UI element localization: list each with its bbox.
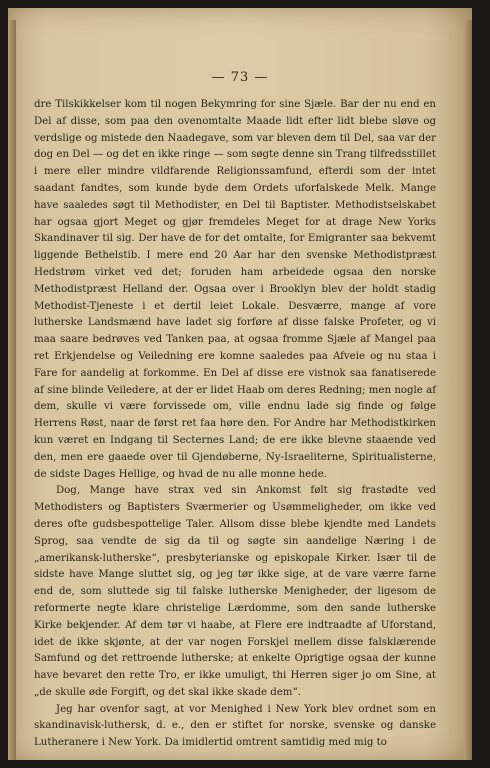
page-number: — 73 —	[211, 70, 269, 85]
paragraph-2: Dog, Mange have strax ved sin Ankomst følt sig frastødte ved Methodisters og Baptisters Sværmerier og Usømmeligheder, om ikke ved deres ofte gudsbespottelige Taler. Allsom disse blebe kjendte med Landets Sprog, saa vendte de sig da til og søgte sin aandelige Næring i de „amerikansk-lutherske“, presbyterianske og episkopale Kirker. Især til de sidste have Mange sluttet sig, og jeg tør ikke sige, at de vare værre farne end de, som sluttede sig til falske lutherske Menigheder, der ligesom de reformerte negte klare christelige Lærdomme, som den sande lutherske Kirke bekjender. Af dem tør vi haabe, at Flere ere indtraadte af Uforstand, idet de ikke skjønte, at der var nogen Forskjel mellem disse falsklærende Samfund og det rettroende lutherske; at enkelte Oprigtige ogsaa der kunne have bevaret den rette Tro, er ikke umuligt, thi Herren siger jo om Sine, at „de skulle øde Forgift, og det skal ikke skade dem“.	[34, 485, 436, 698]
page-left-edge	[8, 20, 16, 760]
book-page	[8, 8, 472, 760]
body-text	[34, 97, 436, 752]
paragraph-1: dre Tilskikkelser kom til nogen Bekymring for sine Sjæle. Bar der nu end en Del af disse, som paa den ovenomtalte Maade lidt efter lidt blebe sløve og verdslige og mistede den Naadegave, som var bleven dem til Del, saa var der dog en Del — og det en ikke ringe — som søgte denne sin Trang tilfredsstillet i mere eller mindre vildfarende Religionssamfund, efterdi som der intet saadant fandtes, som kunde byde dem Ordets uforfalskede Melk. Mange have saaledes søgt til Methodister, en Del til Baptister. Methodistselskabet har ogsaa gjort Meget og gjør fremdeles Meget for at drage New Yorks Skandinaver til sig. Der have de for det omtalte, for Emigranter saa bekvemt liggende Bethelstib. I mere end 20 Aar har den svenske Methodistpræst Hedstrøm virket ved det; foruden ham arbeidede ogsaa den norske Methodistpræst Helland der. Ogsaa over i Brooklyn blev der holdt stadig Methodist-Tjeneste i et dertil leiet Lokale. Desværre, mange af vore lutherske Landsmænd have ladet sig forføre af disse falske Profeter, og vi maa saare bedrøves ved Tanken paa, at ogsaa fromme Sjæle af Mangel paa ret Erkjendelse og Veiledning ere komne saaledes paa Afveie og nu staa i Fare for aandelig at forkomme. En Del af disse ere vistnok saa fanatiserede af sine blinde Veiledere, at der er lidet Haab om deres Redning; men nogle af dem, skulle vi være forvissede om, ville endnu lade sig finde og følge Herrens Røst, naar de først ret faa høre den. For Andre har Methodistkirken kun været en Indgang til Secternes Land; de ere ikke blevne staaende ved den, men ere gaaede over til Gjendøberne, Ny-Israeliterne, Spiritualisterne, de sidste Dages Hellige, og hvad de nu alle monne hede.	[34, 99, 436, 480]
page-right-edge	[464, 20, 472, 760]
paragraph-3: Jeg har ovenfor sagt, at vor Menighed i New York blev ordnet som en skandinavisk-luthersk, d. e., den er stiftet for norske, svenske og danske Lutheranere i New York. Da imidlertid omtrent samtidig med mig to	[34, 703, 436, 749]
